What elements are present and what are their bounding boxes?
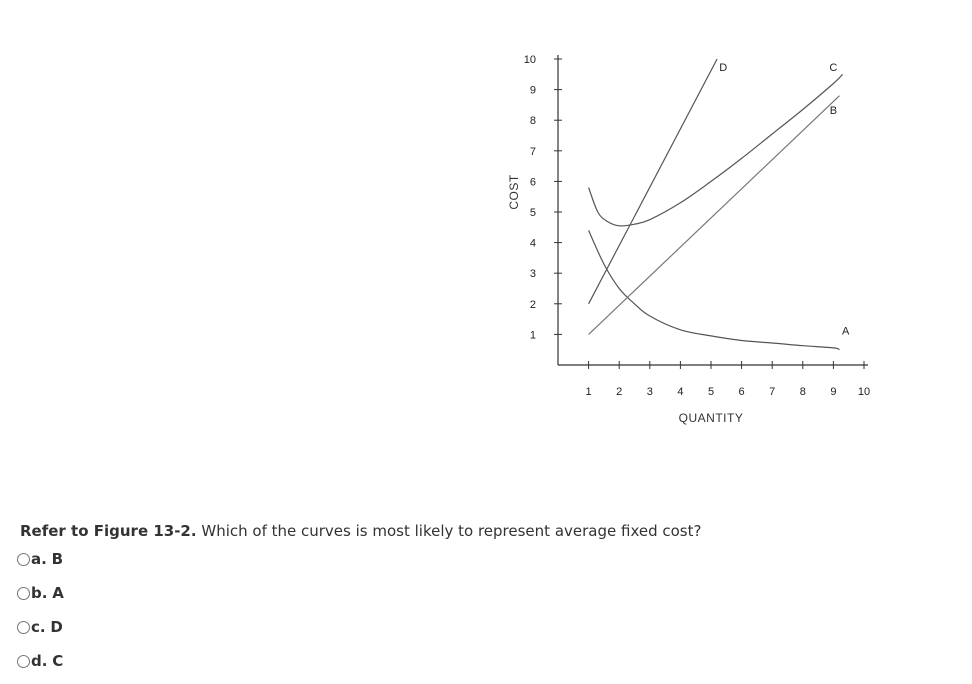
x-tick-label: 9 (830, 386, 837, 398)
y-tick-label: 3 (529, 268, 536, 281)
curve-label-d: D (719, 62, 728, 75)
radio-button-c[interactable] (17, 621, 30, 634)
x-tick-label: 7 (769, 386, 776, 398)
chart-curve-labels (719, 62, 850, 337)
radio-button-b[interactable] (17, 587, 30, 600)
option-c-value: D (50, 618, 63, 636)
x-tick-label: 5 (707, 386, 715, 398)
chart-curves (589, 59, 843, 350)
option-d[interactable] (17, 652, 63, 670)
curve-label-a: A (841, 325, 850, 338)
option-d-letter: d. (31, 652, 48, 670)
y-tick-label: 10 (523, 54, 536, 66)
x-axis-title: QUANTITY (678, 411, 744, 425)
curve-label-c: C (829, 62, 838, 75)
y-tick-label: 4 (529, 237, 536, 250)
option-b-letter: b. (31, 584, 48, 602)
option-a[interactable] (17, 550, 63, 568)
curve-b (589, 96, 840, 335)
curve-c (589, 74, 843, 226)
y-axis-title: COST (507, 174, 521, 210)
y-tick-label: 6 (529, 176, 536, 189)
y-tick-label: 5 (529, 207, 536, 219)
option-d-value: C (52, 652, 64, 670)
x-tick-label: 8 (799, 386, 806, 398)
y-tick-label: 1 (529, 329, 536, 342)
figure-reference: Refer to Figure 13-2. (20, 522, 197, 540)
option-b[interactable] (17, 584, 64, 602)
x-tick-label: 4 (677, 386, 684, 398)
y-tick-label: 7 (529, 145, 536, 158)
x-tick-label: 3 (646, 386, 653, 398)
x-tick-label: 1 (585, 386, 592, 398)
x-tick-label: 2 (616, 386, 623, 398)
y-tick-label: 2 (529, 298, 536, 311)
curve-a (589, 230, 840, 349)
x-tick-label: 10 (857, 386, 871, 398)
option-a-value: B (51, 550, 64, 568)
option-c[interactable] (17, 618, 63, 636)
curve-d (589, 59, 718, 304)
question-body: Which of the curves is most likely to represent average fixed cost? (201, 522, 702, 540)
radio-button-a[interactable] (17, 553, 30, 566)
option-c-letter: c. (31, 618, 46, 636)
y-tick-label: 9 (529, 84, 536, 97)
option-a-letter: a. (31, 550, 47, 568)
x-tick-label: 6 (738, 386, 745, 398)
question-text (20, 522, 701, 540)
curve-label-b: B (829, 105, 838, 118)
radio-button-d[interactable] (17, 655, 30, 668)
option-b-value: A (52, 584, 64, 602)
y-tick-label: 8 (529, 115, 536, 128)
